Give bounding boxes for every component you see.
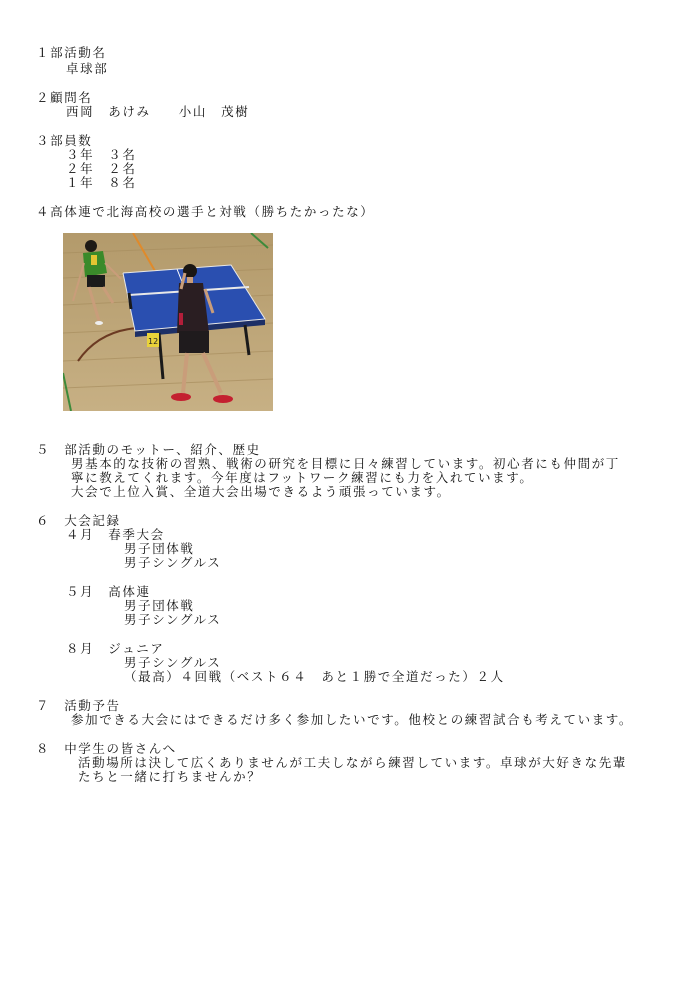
- section-5-text-line: 男基本的な技術の習熟、戦術の研究を目標に日々練習しています。初心者にも仲間が丁: [71, 456, 620, 471]
- member-count-row: ３年 ３名: [66, 147, 137, 162]
- section-7-text-line: 参加できる大会にはできるだけ多く参加したいです。他校との練習試合も考えています。: [71, 712, 634, 727]
- event-month-name: ８月 ジュニア: [66, 641, 165, 656]
- section-7-heading: ７ 活動予告: [36, 698, 121, 713]
- section-2-heading: ２顧問名: [36, 90, 93, 105]
- section-5-text-line: 大会で上位入賞、全道大会出場できるよう頑張っています。: [71, 484, 451, 499]
- event-item: 男子団体戦: [124, 598, 195, 613]
- event-item: （最高）４回戦（ベスト６４ あと１勝で全道だった）２人: [124, 669, 505, 684]
- section-4-heading: ４高体連で北海高校の選手と対戦（勝ちたかったな）: [36, 204, 375, 219]
- section-1-heading: １部活動名: [36, 45, 107, 60]
- section-3-heading: ３部員数: [36, 133, 93, 148]
- event-item: 男子シングルス: [124, 612, 222, 627]
- section-2-value: 西岡 あけみ 小山 茂樹: [66, 104, 250, 119]
- event-month-name: ４月 春季大会: [66, 527, 165, 542]
- section-1-value: 卓球部: [66, 61, 109, 76]
- section-6-heading: ６ 大会記録: [36, 513, 121, 528]
- table-number-label: 12: [148, 337, 159, 346]
- section-8-text-line: 活動場所は決して広くありませんが工夫しながら練習しています。卓球が大好きな先輩: [78, 755, 627, 770]
- member-count-row: ２年 ２名: [66, 161, 137, 176]
- member-count-row: １年 ８名: [66, 175, 137, 190]
- table-tennis-match-photo: [63, 233, 273, 411]
- event-item: 男子団体戦: [124, 541, 195, 556]
- event-item: 男子シングルス: [124, 555, 222, 570]
- event-month-name: ５月 高体連: [66, 584, 151, 599]
- section-5-text-line: 寧に教えてくれます。今年度はフットワーク練習にも力を入れています。: [71, 470, 534, 485]
- section-5-heading: ５ 部活動のモットー、紹介、歴史: [36, 442, 261, 457]
- event-item: 男子シングルス: [124, 655, 222, 670]
- section-8-text-line: たちと一緒に打ちませんか？: [78, 769, 262, 784]
- section-8-heading: ８ 中学生の皆さんへ: [36, 741, 177, 756]
